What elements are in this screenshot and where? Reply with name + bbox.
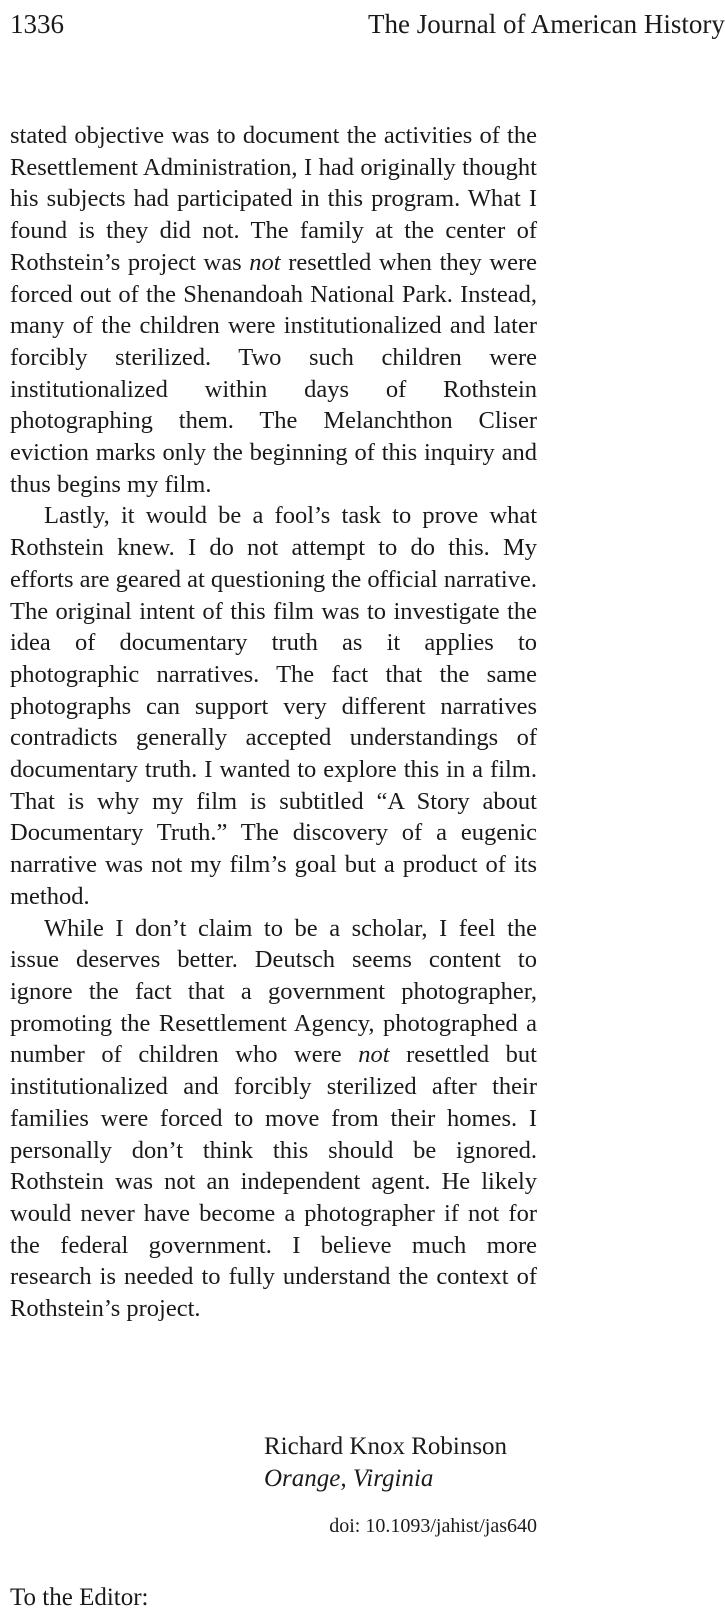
doi-line: doi: 10.1093/jahist/jas640 bbox=[329, 1515, 537, 1537]
page-header bbox=[10, 4, 725, 44]
author-location: Orange, Virginia bbox=[264, 1465, 434, 1492]
page-number: 1336 bbox=[10, 9, 64, 39]
running-head: The Journal of American History bbox=[368, 9, 725, 39]
letter-body bbox=[10, 120, 537, 1325]
paragraph-3-part-a: While I don’t claim to be a scholar, I feel the issue deserves better. Deutsch seems content to ignore the fact that a government photographer, promoting the Resettlement Agency, photographed a number of children who were bbox=[10, 914, 537, 1069]
paragraph-1 bbox=[10, 120, 537, 500]
author-name: Richard Knox Robinson bbox=[264, 1433, 508, 1460]
paragraph-3-emphasis: not bbox=[358, 1041, 390, 1069]
paragraph-1-part-a: stated objective was to document the activities of the Resettlement Administration, I had originally thought his subjects had participated in this program. What I found is they did not. The family at the center of Rothstein’s project was bbox=[10, 122, 537, 276]
paragraph-3-part-b: resettled but institutionalized and forcibly sterilized after their families were forced to move from their homes. I personally don’t think this should be ignored. Rothstein was not an independent agent. He likely would never have become a photographer if not for the federal government. I believe much more research is needed to fully understand the context of Rothstein’s project. bbox=[10, 1041, 537, 1323]
paragraph-3 bbox=[10, 913, 537, 1325]
paragraph-1-part-b: resettled when they were forced out of the Shenandoah National Park. Instead, many of the children were institutionalized and later forcibly sterilized. Two such children were institutionalized within days of Rothstein photographing them. The Melanchthon Cliser eviction marks only the beginning of this inquiry and thus begins my film. bbox=[10, 248, 537, 498]
next-letter-salutation: To the Editor: bbox=[10, 1584, 149, 1611]
signature-block bbox=[0, 1431, 537, 1495]
paragraph-1-emphasis: not bbox=[249, 248, 281, 276]
paragraph-2: Lastly, it would be a fool’s task to prove what Rothstein knew. I do not attempt to do this. My efforts are geared at questioning the official narrative. The original intent of this film was to investigate the idea of documentary truth as it applies to photographic narratives. The fact that the same photographs can support very different narratives contradicts generally accepted understandings of documentary truth. I wanted to explore this in a film. That is why my film is subtitled “A Story about Documentary Truth.” The discovery of a eugenic narrative was not my film’s goal but a product of its method. bbox=[10, 502, 537, 910]
